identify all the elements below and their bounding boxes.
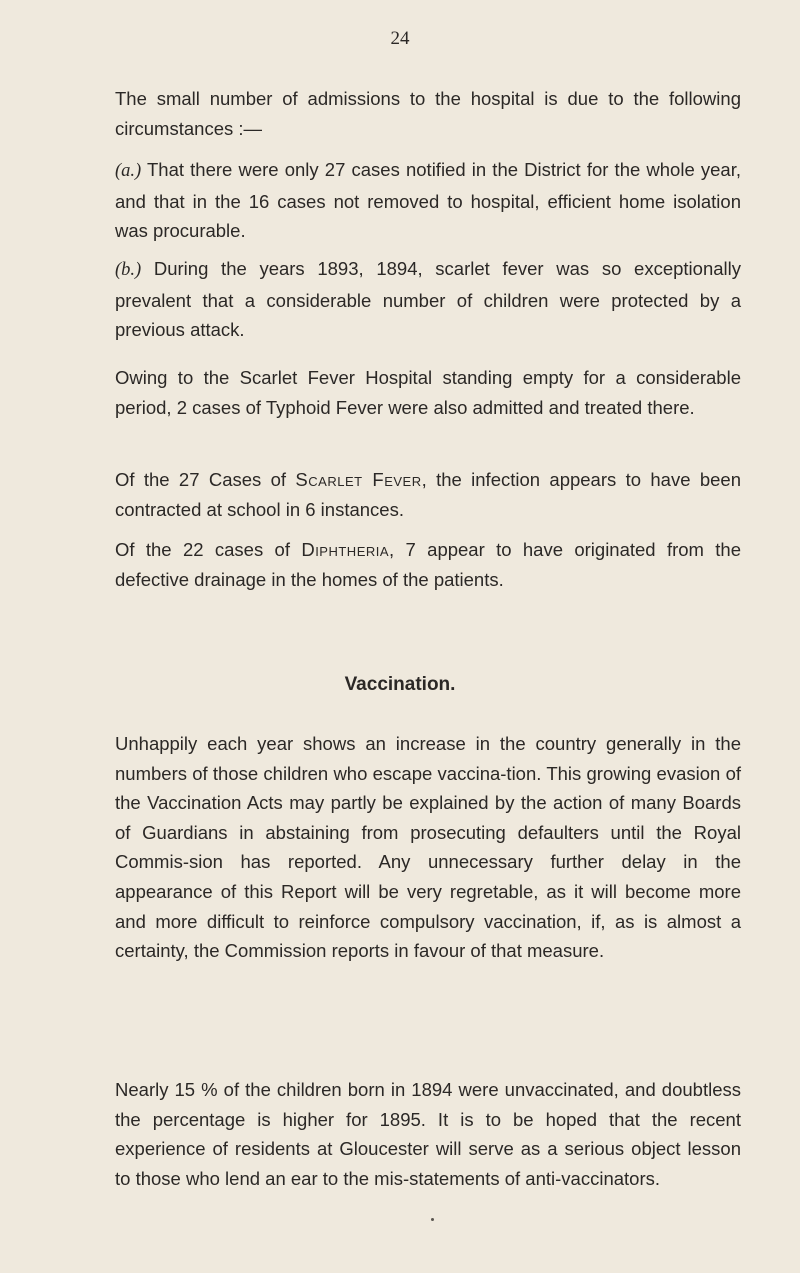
paragraph-scarlet-fever-post: , the infection appears to have been contracted at school in 6 instances. [115,469,741,520]
paragraph-a [115,155,741,246]
paragraph-b-text: During the years 1893, 1894, scarlet fever was so exceptionally prevalent that a considerable number of children were protected by a previous attack. [115,258,741,340]
paragraph-scarlet-fever [115,465,741,524]
paragraph-diphtheria [115,535,741,594]
paragraph-typhoid-text: Owing to the Scarlet Fever Hospital standing empty for a considerable period, 2 cases of Typhoid Fever were also admitted and treated there. [115,367,741,418]
paragraph-typhoid [115,363,741,422]
page-number: 24 [390,28,410,49]
paragraph-vaccination-evasion [115,729,741,966]
paragraph-diphtheria-pre: Of the 22 cases of [115,539,302,560]
paragraph-unvaccinated [115,1075,741,1193]
diphtheria-smallcaps: Diphtheria [301,539,390,560]
paragraph-a-text: That there were only 27 cases notified in the District for the whole year, and that in the 16 cases not removed to hospital, efficient home isolation was procurable. [115,159,741,241]
paragraph-b [115,254,741,345]
section-heading-vaccination: Vaccination. [344,674,456,695]
paragraph-vaccination-evasion-text: Unhappily each year shows an increase in the country generally in the numbers of those children who escape vaccina-tion. This growing evasion of the Vaccination Acts may partly be explained by the action of many Boards of Guardians in abstaining from prosecuting defaulters until the Royal Commis-sion has reported. Any unnecessary further delay in the appearance of this Report will be very regretable, as it will become more and more difficult to reinforce compulsory vaccination, if, as is almost a certainty, the Commission reports in favour of that measure. [115,733,741,962]
paragraph-b-label: (b.) [115,260,142,280]
paragraph-a-label: (a.) [115,161,142,181]
scarlet-fever-smallcaps: Scarlet Fever [295,469,422,490]
paragraph-unvaccinated-text: Nearly 15 % of the children born in 1894 were unvaccinated, and doubtless the percentage is higher for 1895. It is to be hoped that the recent experience of residents at Gloucester will serve as a serious object lesson to those who lend an ear to the mis-statements of anti-vaccinators. [115,1079,741,1189]
paragraph-admissions [115,84,741,143]
paragraph-scarlet-fever-pre: Of the 27 Cases of [115,469,296,490]
paragraph-diphtheria-post: , 7 appear to have originated from the defective drainage in the homes of the patients. [115,539,742,590]
stray-mark [431,1218,434,1221]
paragraph-admissions-text: The small number of admissions to the hospital is due to the following circumstances :— [115,88,741,139]
